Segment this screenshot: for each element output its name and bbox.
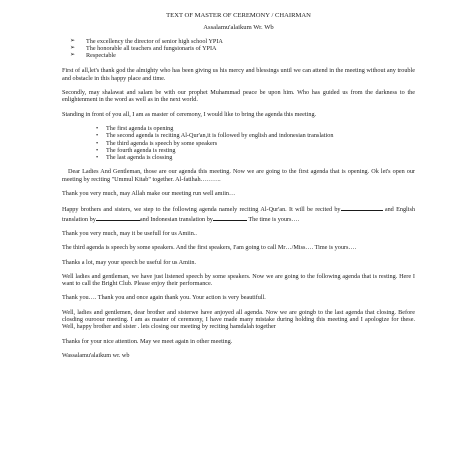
list-item: ➢ Respectable — [72, 52, 415, 59]
paragraph-agenda-intro: Standing in front of you all, I am as master of ceremony, I would like to bring the agenda this meeting. — [62, 110, 317, 118]
agenda-list — [62, 125, 415, 161]
paragraph-speech-agenda: The third agenda is speech by some speakers. And the first speakers, I'am going to call Mr…/Miss…. Time is yours…. — [62, 244, 357, 252]
agenda-item: • The first agenda is opening — [98, 125, 415, 132]
paragraph-opening-agenda: Dear Ladies And Gentleman, those are our agenda this meeting. Now we are going to the first agenda that is opening. Ok let's open our meeting by reciting "Ummul Kitab" together. Al-fatihah………. — [62, 168, 415, 183]
list-item: ➢ The honorable all teachers and fungsionaris of YPIA — [72, 45, 415, 52]
paragraph-thanks-1: Thank you very much, may Allah make our meeting run well amiin… — [62, 190, 236, 198]
paragraph-thanks-2: Thank you very much, may it be usefull for us Amiin.. — [62, 229, 197, 237]
agenda-item: • The fourth agenda is resting — [98, 147, 415, 154]
list-item: ➢ The excellency the director of senior high school YPIA — [72, 38, 415, 45]
quran-text-4: The time is yours…. — [248, 215, 300, 223]
paragraph-resting-agenda: Well ladies and gentleman, we have just listened speech by some speakers. Now we are going to the following agenda that is resting. Here I want to call the Bright Club. Please enjoy their performance. — [62, 272, 415, 288]
paragraph-shalawat: Secondly, may shalawat and salam be with our prophet Muhammad peace be upon him. Who has guided us from the darkness to the enlightenment in the word as well as in the next world. — [62, 89, 415, 104]
paragraph-opening: First of all,let's thank god the almighty who has been giving us his mercy and blessings until we can attend in the meeting without any trouble and obstacle in this happy place and time. — [62, 67, 415, 82]
quran-text-3: and Indonesian translation by — [139, 215, 213, 223]
paragraph-closing-agenda: Well, ladies and gentlemen, dear brother and sisterwe have anjoyed all agenda. Now we are goingb to the last agenda that closing. Before closding ouroour meeting. I am as master of ceremony, I have made many mistake during holding this meeting and I apologize for these. Well, happy brother and sister . lets closing our meeting by reciting hamdalah together — [62, 308, 415, 331]
closing-greeting: Wassalamu'alaikum wr. wb — [62, 351, 130, 359]
paragraph-thanks-4: Thank you…. Thank you and once again thank you. Your action is very beautifull. — [62, 294, 266, 302]
agenda-item: • The third agenda is speech by some speakers — [98, 140, 415, 147]
blank-reciter — [341, 204, 383, 211]
quran-text-1: Happy brothers and sisters, we step to the following agenda namely reciting Al-Qur'an. It will be recited by — [62, 206, 341, 214]
document-title: TEXT OF MASTER OF CEREMONY / CHAIRMAN — [166, 12, 311, 19]
agenda-item: • The last agenda is clossing — [98, 154, 415, 161]
paragraph-quran-agenda — [62, 204, 415, 223]
agenda-item: • The second agenda is reciting Al-Qur'an,it is followed by english and indonesian translation — [98, 132, 415, 139]
blank-english-translator — [96, 214, 140, 221]
paragraph-final-thanks: Thanks for your nice attention. May we meet again in other meeting. — [62, 337, 233, 345]
quran-text-2: and English translation by — [62, 206, 415, 223]
opening-greeting: Assalamu'alaikum Wr. Wb — [203, 24, 274, 32]
blank-indonesian-translator — [213, 214, 247, 221]
paragraph-thanks-3: Thanks a lot, may your speech be useful for us Amiin. — [62, 258, 197, 266]
respect-list — [62, 38, 415, 60]
